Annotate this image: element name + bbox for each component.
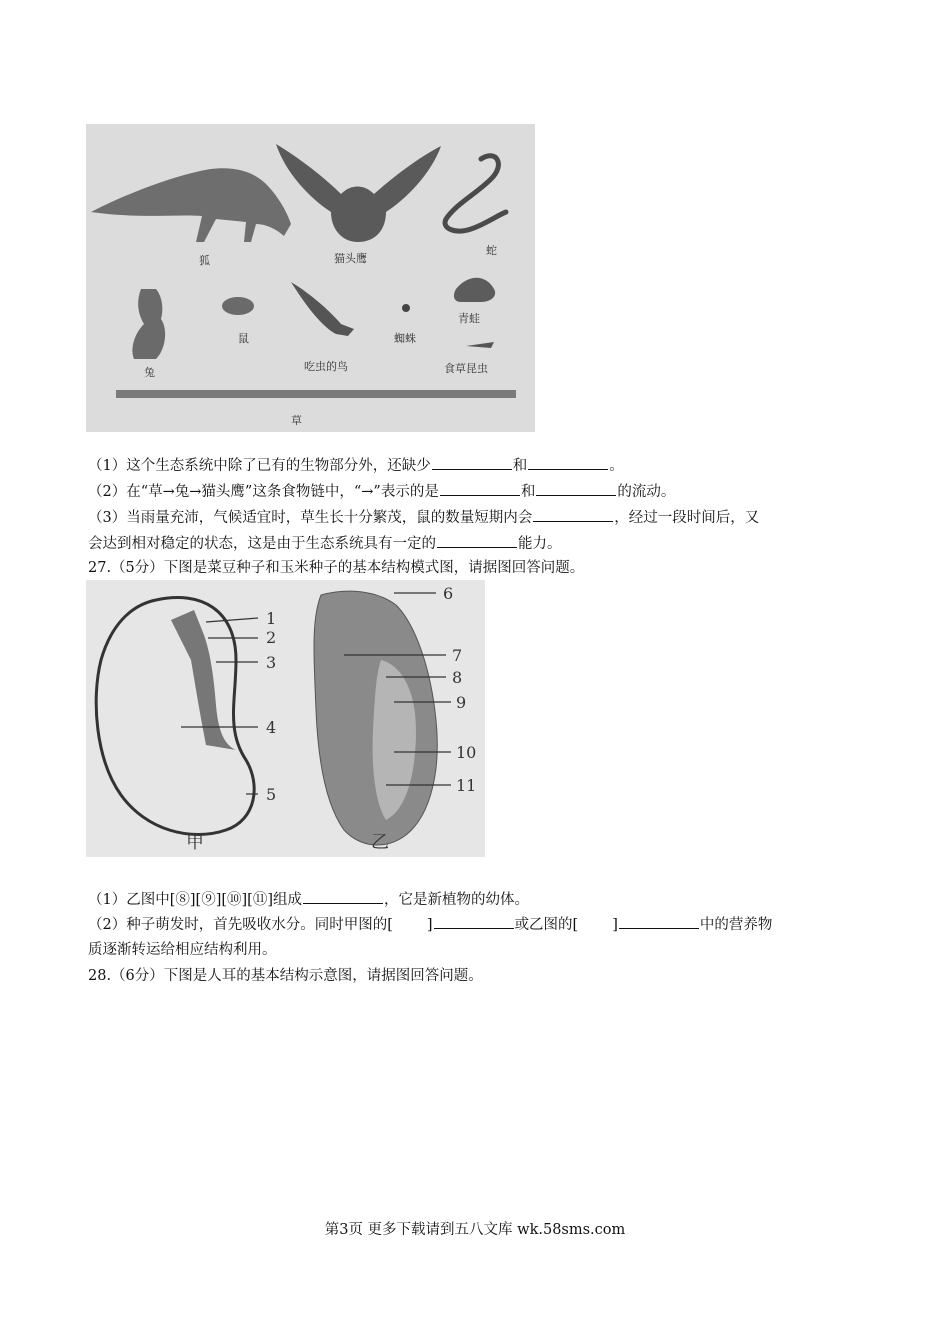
- corn-number-9: 9: [456, 693, 467, 712]
- label-snake: 蛇: [486, 244, 497, 257]
- corn-number-11: 11: [456, 776, 477, 795]
- bean-number-5: 5: [266, 785, 277, 804]
- q27-title: 27.（5分）下图是菜豆种子和玉米种子的基本结构模式图，请据图回答问题。: [88, 560, 585, 576]
- bean-number-4: 4: [266, 718, 277, 737]
- label-frog: 青蛙: [458, 312, 480, 325]
- page-footer: 第3页 更多下载请到五八文库 wk.58sms.com: [324, 1222, 626, 1238]
- label-grass: 草: [291, 414, 302, 427]
- grass-strip: [116, 390, 516, 398]
- corn-number-6: 6: [443, 584, 454, 603]
- label-insect-bird: 吃虫的鸟: [304, 360, 348, 373]
- bean-number-1: 1: [266, 609, 277, 628]
- seed-structure-figure: [86, 580, 485, 857]
- q26-part3-line1: （3）当雨量充沛，气候适宜时，草生长十分繁茂，鼠的数量短期内会 ，经过一段时间后，又: [88, 507, 858, 528]
- q27-part1: （1）乙图中[⑧][⑨][⑩][⑪]组成 ，它是新植物的幼体。: [88, 889, 858, 910]
- mouse-drawing: [222, 297, 254, 315]
- q26-part3-line2: 会达到相对稳定的状态，这是由于生态系统具有一定的 能力。: [88, 533, 858, 554]
- caption-bean: 甲: [186, 832, 204, 853]
- label-owl: 猫头鹰: [334, 252, 367, 265]
- answer-blank[interactable]: [619, 914, 699, 929]
- label-rabbit: 兔: [144, 366, 155, 379]
- q27-part2-line1: （2）种子萌发时，首先吸收水分。同时甲图的[ ] 或乙图的[ ] 中的营养物: [88, 914, 858, 935]
- label-fox: 狐: [199, 254, 210, 267]
- spider-drawing: [402, 304, 410, 312]
- answer-blank[interactable]: [437, 533, 517, 548]
- food-web-figure: [86, 124, 535, 432]
- label-mouse: 鼠: [238, 332, 249, 345]
- label-grasshopper: 食草昆虫: [444, 362, 488, 375]
- answer-blank[interactable]: [440, 481, 520, 496]
- q26-part2: （2）在“草→兔→猫头鹰”这条食物链中，“→”表示的是 和 的流动。: [88, 481, 858, 502]
- answer-blank[interactable]: [528, 455, 608, 470]
- bean-number-3: 3: [266, 653, 277, 672]
- answer-blank[interactable]: [303, 889, 383, 904]
- answer-blank[interactable]: [432, 455, 512, 470]
- answer-blank[interactable]: [533, 507, 613, 522]
- q27-part2-line2: 质逐渐转运给相应结构利用。: [88, 942, 277, 958]
- label-spider: 蜘蛛: [394, 332, 416, 345]
- corn-number-7: 7: [452, 646, 463, 665]
- corn-number-8: 8: [452, 668, 463, 687]
- answer-blank[interactable]: [536, 481, 616, 496]
- corn-number-10: 10: [456, 743, 477, 762]
- answer-blank[interactable]: [434, 914, 514, 929]
- q28-title: 28.（6分）下图是人耳的基本结构示意图，请据图回答问题。: [88, 968, 483, 984]
- q26-part1: （1）这个生态系统中除了已有的生物部分外，还缺少 和 。: [88, 455, 858, 476]
- caption-corn: 乙: [371, 832, 389, 853]
- bean-number-2: 2: [266, 628, 277, 647]
